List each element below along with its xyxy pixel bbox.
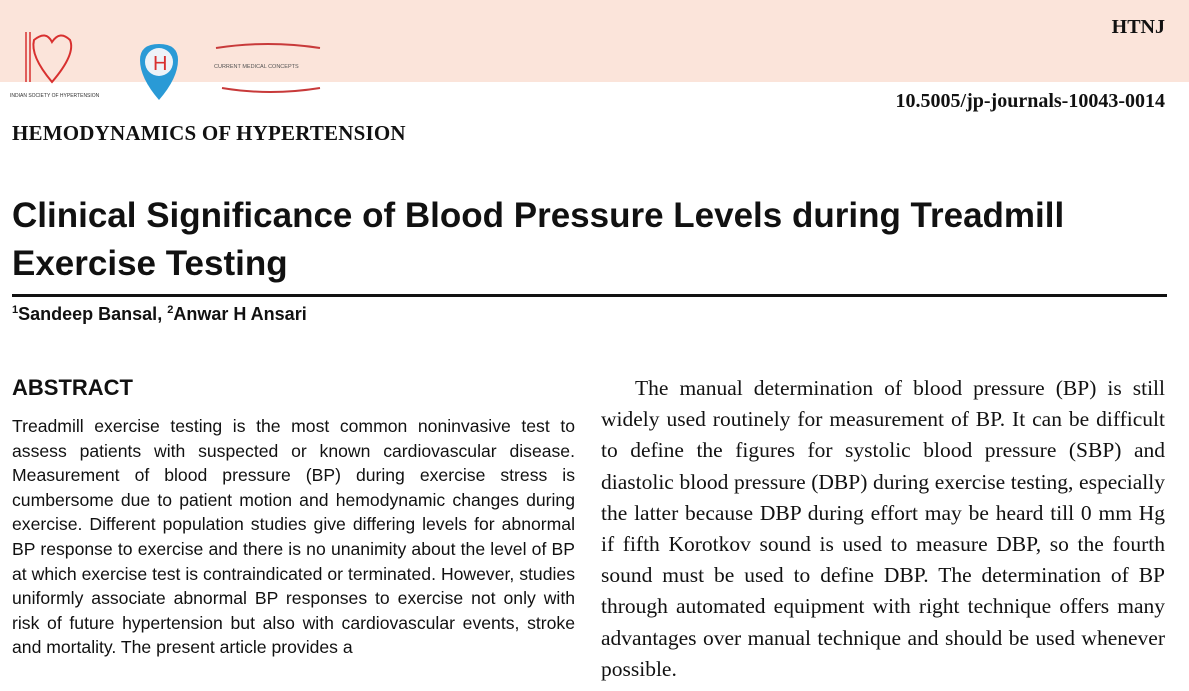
body-paragraph: The manual determination of blood pressure (BP) is still widely used routinely for measurement of BP. It can be difficult to define the figures for systolic blood pressure (SBP) and diastolic blood pressure (DBP) during exercise testing, especially the latter because DBP during effort may be heard till 0 mm Hg if fifth Korotkov sound is used to measure DBP, so the fourth sound must be used to define DBP. The determination of BP through automated equipment with right technique offers many advantages over manual technique and should be used whenever possible. [601, 376, 1165, 681]
doi: 10.5005/jp-journals-10043-0014 [895, 90, 1165, 112]
author-affiliation: 2 [167, 304, 174, 316]
abstract-heading: ABSTRACT [12, 375, 133, 400]
author-name: Sandeep Bansal [18, 304, 158, 324]
title-divider [12, 294, 1167, 297]
world-hypertension-league-logo [140, 44, 178, 100]
society-logos [8, 30, 338, 105]
svg-text:CURRENT MEDICAL CONCEPTS: CURRENT MEDICAL CONCEPTS [214, 64, 299, 70]
abstract-text: Treadmill exercise testing is the most common noninvasive test to assess patients with suspected or known cardiovascular disease. Measurement of blood pressure (BP) during exercise stress is cumbersome due to patient motion and hemodynamic changes during exercise. Different population studies give differing levels for abnormal BP response to exercise and there is no unanimity about the level of BP at which exercise test is contraindicated or terminated. However, studies uniformly associate abnormal BP responses to exercise not only with risk of future hypertension but also with cardiovascular events, stroke and mortality. The present article provides a [12, 416, 575, 658]
indian-society-of-hypertension-logo [10, 32, 100, 99]
journal-abbreviation: HTNJ [1111, 16, 1165, 38]
author-affiliation: 1 [12, 304, 19, 316]
svg-text:H: H [153, 53, 168, 75]
author-name: Anwar H Ansari [173, 304, 307, 324]
current-medical-concepts-logo [214, 44, 320, 92]
svg-text:INDIAN SOCIETY OF HYPERTENSION: INDIAN SOCIETY OF HYPERTENSION [10, 93, 100, 99]
article-title: Clinical Significance of Blood Pressure Levels during Treadmill Exercise Testing [12, 196, 1065, 283]
section-heading: HEMODYNAMICS OF HYPERTENSION [12, 121, 406, 145]
author-list: $^1$Sandeep Bansal, $^2$Anwar H Ansari [12, 304, 307, 324]
